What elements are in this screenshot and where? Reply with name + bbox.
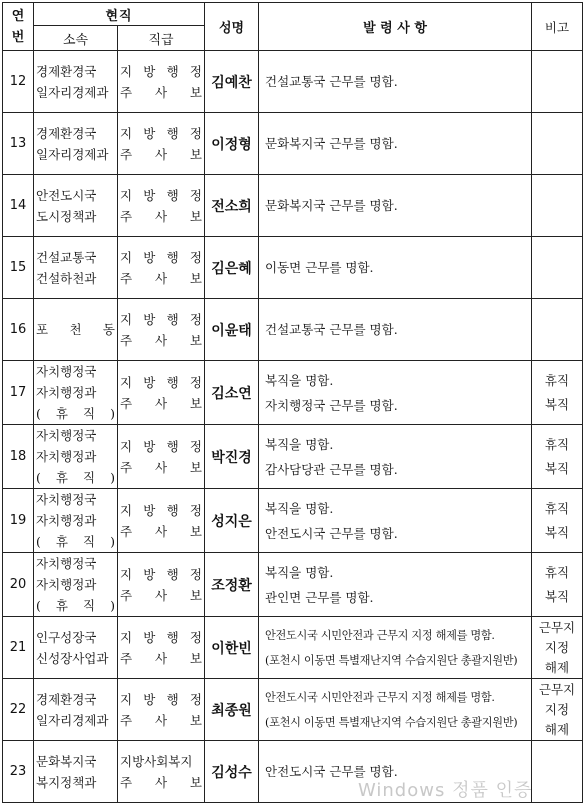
remarks-line: 휴직: [544, 564, 570, 580]
department-line: 건설교통국: [36, 249, 97, 265]
header-current-position: 현직: [34, 3, 205, 26]
department-line: 경제환경국: [36, 125, 97, 141]
serial-number-cell: 12: [3, 51, 34, 113]
appointment-line: 자치행정국 근무를 명함.: [265, 397, 398, 413]
rank-line: 주 사 보: [120, 84, 202, 100]
serial-number-cell: 15: [3, 237, 34, 299]
remarks-cell: [532, 489, 583, 553]
table-row: [3, 617, 583, 679]
serial-number-cell: 17: [3, 361, 34, 425]
rank-line: 지 방 행 정: [120, 249, 202, 265]
department-line: 자치행정국: [36, 364, 97, 379]
rank-cell: [118, 51, 205, 113]
remarks-cell: [532, 741, 583, 803]
department-line: ( 휴 직 ): [36, 470, 115, 485]
serial-number-cell: 21: [3, 617, 34, 679]
department-cell: [34, 51, 118, 113]
appointment-line: (포천시 이동면 특별재난지역 수습지원단 총괄지원반): [265, 715, 518, 729]
department-line: 자치행정국: [36, 556, 97, 571]
appointment-line: 건설교통국 근무를 명함.: [265, 322, 398, 337]
person-name-cell: 김은혜: [205, 237, 259, 299]
rank-line: 주 사 보: [120, 208, 202, 224]
personnel-order-table: [2, 2, 583, 803]
serial-number-cell: 20: [3, 553, 34, 617]
person-name-cell: 김성수: [205, 741, 259, 803]
remarks-line: 복직: [544, 524, 570, 540]
remarks-line: 해제: [544, 721, 570, 737]
remarks-line: 근무지: [538, 619, 576, 635]
department-line: 문화복지국: [36, 753, 97, 769]
rank-line: 지 방 행 정: [120, 63, 202, 79]
department-line: 경제환경국: [36, 691, 97, 707]
department-line: 신성장사업과: [36, 650, 109, 666]
rank-line: 주 사 보: [120, 587, 202, 603]
department-line: ( 휴 직 ): [36, 598, 115, 613]
remarks-line: 휴직: [544, 436, 570, 452]
remarks-line: 휴직: [544, 372, 570, 388]
rank-line: 주 사 보: [120, 332, 202, 348]
appointment-cell: [259, 113, 532, 175]
rank-line: 지 방 행 정: [120, 566, 202, 582]
table-row: [3, 237, 583, 299]
remarks-cell: [532, 553, 583, 617]
appointment-line: 건설교통국 근무를 명함.: [265, 74, 398, 89]
rank-line: 주 사 보: [120, 395, 202, 411]
appointment-line: 감사담당관 근무를 명함.: [265, 461, 398, 477]
person-name-cell: 이한빈: [205, 617, 259, 679]
department-line: 안전도시국: [36, 187, 97, 203]
department-line: 건설하천과: [36, 270, 97, 286]
header-rank: 직급: [118, 26, 205, 51]
rank-line: 지 방 행 정: [120, 125, 202, 141]
department-line: 도시정책과: [36, 208, 97, 224]
remarks-line: 휴직: [544, 500, 570, 516]
department-line: 일자리경제과: [36, 712, 109, 728]
rank-line: 지 방 행 정: [120, 502, 202, 518]
table-row: [3, 425, 583, 489]
serial-number-cell: 18: [3, 425, 34, 489]
person-name-cell: 이윤태: [205, 299, 259, 361]
department-line: 자치행정과: [36, 449, 97, 464]
department-cell: [34, 175, 118, 237]
header-remarks: 비고: [532, 3, 583, 51]
person-name-cell: 박진경: [205, 425, 259, 489]
department-cell: [34, 553, 118, 617]
department-cell: [34, 425, 118, 489]
table-row: [3, 299, 583, 361]
rank-cell: [118, 299, 205, 361]
person-name-cell: 이정형: [205, 113, 259, 175]
table-row: [3, 51, 583, 113]
rank-line: 주 사 보: [120, 712, 202, 728]
department-line: 자치행정국: [36, 428, 97, 443]
person-name-cell: 최종원: [205, 679, 259, 741]
department-cell: [34, 237, 118, 299]
department-cell: [34, 299, 118, 361]
person-name-cell: 김예찬: [205, 51, 259, 113]
remarks-cell: [532, 175, 583, 237]
department-cell: [34, 113, 118, 175]
remarks-line: 복직: [544, 396, 570, 412]
serial-number-cell: 22: [3, 679, 34, 741]
department-line: 자치행정과: [36, 577, 97, 592]
rank-cell: [118, 741, 205, 803]
appointment-cell: [259, 51, 532, 113]
appointment-cell: [259, 425, 532, 489]
remarks-cell: [532, 361, 583, 425]
appointment-line: 복직을 명함.: [265, 564, 334, 580]
remarks-cell: [532, 679, 583, 741]
rank-cell: [118, 237, 205, 299]
remarks-line: 근무지: [538, 681, 576, 697]
appointment-cell: [259, 361, 532, 425]
appointment-line: 관인면 근무를 명함.: [265, 589, 374, 605]
windows-activation-watermark: Windows 정품 인증: [358, 780, 533, 801]
table-body: [3, 51, 583, 803]
person-name-cell: 조정환: [205, 553, 259, 617]
serial-number-cell: 13: [3, 113, 34, 175]
department-cell: [34, 741, 118, 803]
department-line: 자치행정과: [36, 385, 97, 400]
rank-line: 주 사 보: [120, 459, 202, 475]
department-cell: [34, 679, 118, 741]
remarks-line: 해제: [544, 659, 570, 675]
appointment-line: 복직을 명함.: [265, 372, 334, 388]
appointment-line: 안전도시국 시민안전과 근무지 지정 해제를 명함.: [265, 628, 495, 642]
person-name-cell: 김소연: [205, 361, 259, 425]
remarks-cell: [532, 425, 583, 489]
appointment-line: 이동면 근무를 명함.: [265, 260, 374, 275]
table-row: [3, 489, 583, 553]
appointment-cell: [259, 299, 532, 361]
appointment-cell: [259, 175, 532, 237]
appointment-line: 문화복지국 근무를 명함.: [265, 136, 398, 151]
appointment-cell: [259, 489, 532, 553]
rank-line: 주 사 보: [120, 650, 202, 666]
appointment-line: 안전도시국 근무를 명함.: [265, 525, 398, 541]
department-line: ( 휴 직 ): [36, 534, 115, 549]
rank-line: 지 방 행 정: [120, 438, 202, 454]
serial-number-cell: 16: [3, 299, 34, 361]
rank-line: 지 방 행 정: [120, 187, 202, 203]
appointment-cell: [259, 237, 532, 299]
appointment-line: 안전도시국 근무를 명함.: [265, 764, 398, 779]
department-line: 포 천 동: [36, 322, 115, 337]
department-line: 인구성장국: [36, 629, 97, 645]
rank-line: 지 방 행 정: [120, 629, 202, 645]
rank-cell: [118, 113, 205, 175]
table-row: [3, 553, 583, 617]
header-appointment: 발 령 사 항: [259, 3, 532, 51]
rank-line: 지방사회복지: [120, 753, 193, 769]
serial-number-cell: 14: [3, 175, 34, 237]
department-line: 복지정책과: [36, 774, 97, 790]
department-cell: [34, 617, 118, 679]
table-row: [3, 361, 583, 425]
remarks-cell: [532, 237, 583, 299]
serial-number-cell: 19: [3, 489, 34, 553]
rank-cell: [118, 361, 205, 425]
rank-cell: [118, 489, 205, 553]
department-line: ( 휴 직 ): [36, 406, 115, 421]
header-serial-number: 연 번: [3, 3, 34, 51]
appointment-line: 복직을 명함.: [265, 436, 334, 452]
department-line: 경제환경국: [36, 63, 97, 79]
remarks-cell: [532, 113, 583, 175]
remarks-line: 복직: [544, 460, 570, 476]
appointment-line: 문화복지국 근무를 명함.: [265, 198, 398, 213]
rank-cell: [118, 175, 205, 237]
serial-number-cell: 23: [3, 741, 34, 803]
table-row: [3, 113, 583, 175]
department-line: 일자리경제과: [36, 84, 109, 100]
department-cell: [34, 361, 118, 425]
appointment-cell: [259, 617, 532, 679]
rank-line: 주 사 보: [120, 146, 202, 162]
table-row: [3, 679, 583, 741]
remarks-line: 복직: [544, 588, 570, 604]
person-name-cell: 전소희: [205, 175, 259, 237]
rank-line: 주 사 보: [120, 270, 202, 286]
appointment-line: (포천시 이동면 특별재난지역 수습지원단 총괄지원반): [265, 653, 518, 667]
rank-cell: [118, 679, 205, 741]
appointment-cell: [259, 679, 532, 741]
rank-line: 지 방 행 정: [120, 691, 202, 707]
department-cell: [34, 489, 118, 553]
appointment-cell: [259, 553, 532, 617]
rank-line: 지 방 행 정: [120, 374, 202, 390]
rank-cell: [118, 617, 205, 679]
header-department: 소속: [34, 26, 118, 51]
table-row: [3, 175, 583, 237]
rank-line: 주 사 보: [120, 523, 202, 539]
department-line: 일자리경제과: [36, 146, 109, 162]
rank-line: 주 사 보: [120, 774, 202, 790]
remarks-cell: [532, 299, 583, 361]
remarks-cell: [532, 51, 583, 113]
remarks-cell: [532, 617, 583, 679]
rank-cell: [118, 553, 205, 617]
rank-cell: [118, 425, 205, 489]
rank-line: 지 방 행 정: [120, 311, 202, 327]
remarks-line: 지정: [544, 639, 570, 655]
person-name-cell: 성지은: [205, 489, 259, 553]
header-name: 성명: [205, 3, 259, 51]
appointment-line: 안전도시국 시민안전과 근무지 지정 해제를 명함.: [265, 690, 495, 704]
department-line: 자치행정과: [36, 513, 97, 528]
remarks-line: 지정: [544, 701, 570, 717]
appointment-line: 복직을 명함.: [265, 500, 334, 516]
department-line: 자치행정국: [36, 492, 97, 507]
